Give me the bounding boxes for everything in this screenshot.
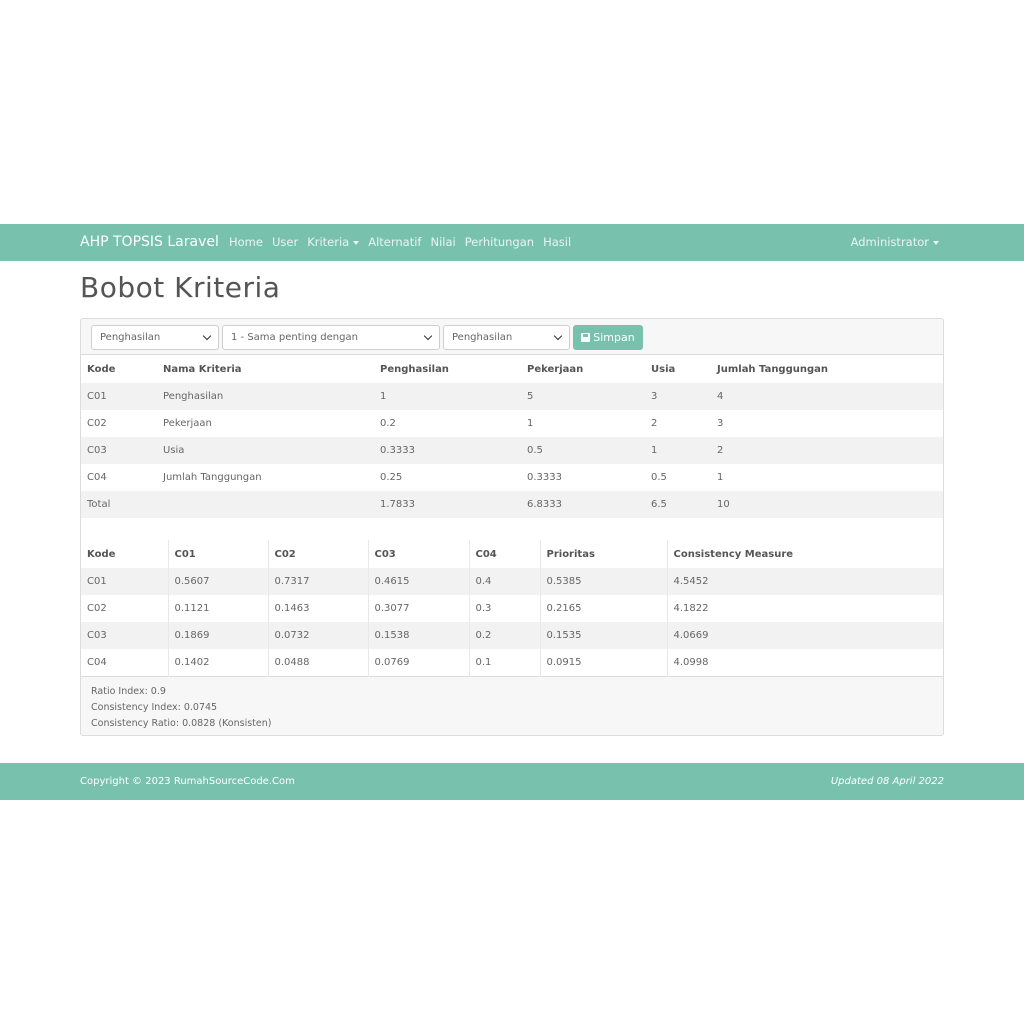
- nav-item-nilai[interactable]: Nilai: [430, 235, 456, 249]
- table-cell: 0.3333: [374, 437, 521, 464]
- table-cell: 10: [711, 491, 943, 518]
- table-cell: 0.2: [380, 418, 396, 429]
- table-cell: 1: [527, 418, 534, 429]
- table-cell: 0.5: [651, 472, 667, 483]
- column-header: C03: [368, 540, 469, 568]
- table-row: [81, 649, 943, 676]
- consistency-summary: [81, 677, 943, 736]
- nav-item-kriteria[interactable]: [307, 224, 359, 261]
- table-row: [81, 595, 943, 622]
- table-row: [81, 437, 943, 464]
- consistency-ratio: Consistency Ratio: 0.0828 (Konsisten): [91, 717, 272, 729]
- table-cell: 1: [374, 383, 521, 410]
- table-cell: Usia: [157, 437, 374, 464]
- copyright-text: Copyright © 2023 RumahSourceCode.Com: [80, 776, 295, 787]
- comparison-matrix-table: [81, 355, 943, 518]
- table-header-row: [81, 540, 943, 568]
- table-cell: 0.1538: [368, 622, 469, 649]
- ratio-index: Ratio Index: 0.9: [91, 685, 166, 697]
- table-cell: 0.4615: [368, 568, 469, 595]
- nav-item-alternatif[interactable]: Alternatif: [368, 235, 422, 249]
- table-row: [81, 622, 943, 649]
- table-cell: C01: [81, 383, 157, 410]
- consistency-index: Consistency Index: 0.0745: [91, 701, 218, 713]
- user-menu[interactable]: [851, 224, 939, 261]
- column-header: C01: [168, 540, 268, 568]
- criteria1-select-value: Penghasilan: [100, 332, 161, 343]
- table-cell: 2: [711, 437, 943, 464]
- table-cell: 1: [717, 472, 724, 483]
- table-cell: Pekerjaan: [163, 418, 212, 429]
- table-cell: C03: [81, 437, 157, 464]
- table-cell: 6.5: [645, 491, 711, 518]
- table-cell: 4: [711, 383, 943, 410]
- chevron-down-icon: [203, 332, 211, 340]
- comparison-select[interactable]: [222, 325, 440, 350]
- column-header: Consistency Measure: [673, 548, 794, 560]
- save-button[interactable]: [573, 325, 643, 350]
- nav-menu: [229, 224, 580, 261]
- table-cell: C02: [81, 595, 168, 622]
- table-cell: 0.2165: [540, 595, 667, 622]
- column-header: Usia: [651, 363, 676, 375]
- table-cell: 0.3333: [527, 472, 562, 483]
- column-header: Penghasilan: [380, 363, 449, 375]
- table-cell: 0.1402: [168, 649, 268, 676]
- nav-item-home[interactable]: Home: [229, 235, 263, 249]
- table-cell: 0.25: [380, 472, 403, 483]
- column-header: Pekerjaan: [527, 363, 584, 375]
- save-button-label: Simpan: [593, 331, 635, 344]
- table-row: [81, 383, 943, 410]
- chevron-down-icon: [554, 332, 562, 340]
- column-header: Prioritas: [540, 540, 667, 568]
- table-cell: 1: [645, 437, 711, 464]
- table-cell: Penghasilan: [157, 383, 374, 410]
- criteria2-select[interactable]: [443, 325, 570, 350]
- table-cell: C01: [81, 568, 168, 595]
- page-footer: [0, 763, 1024, 800]
- normalized-matrix-table: [81, 540, 943, 677]
- nav-item-hasil[interactable]: Hasil: [543, 235, 572, 249]
- table-cell: 0.0732: [268, 622, 368, 649]
- column-header: Jumlah Tanggungan: [717, 363, 829, 375]
- table-cell: 0.1463: [268, 595, 368, 622]
- table-cell: 3: [645, 383, 711, 410]
- table-cell: 0.7317: [268, 568, 368, 595]
- criteria2-select-value: Penghasilan: [452, 332, 513, 343]
- table-cell: 0.1121: [168, 595, 268, 622]
- page-title: Bobot Kriteria: [80, 271, 281, 304]
- navbar-brand[interactable]: AHP TOPSIS Laravel: [80, 234, 219, 250]
- table-cell: Jumlah Tanggungan: [163, 472, 262, 483]
- table-cell: 0.0769: [368, 649, 469, 676]
- table-cell: 0.1535: [540, 622, 667, 649]
- table-cell: C04: [81, 649, 168, 676]
- table-cell: 4.5452: [667, 568, 943, 595]
- table-cell: [157, 491, 374, 518]
- table-cell: 6.8333: [521, 491, 645, 518]
- table-cell: 0.5607: [168, 568, 268, 595]
- table-cell: C02: [87, 418, 107, 429]
- table-cell: 2: [651, 418, 658, 429]
- table-cell: 3: [717, 418, 724, 429]
- column-header: Nama Kriteria: [163, 363, 242, 375]
- table-cell: 1.7833: [374, 491, 521, 518]
- column-header: C04: [469, 540, 540, 568]
- table-cell: 4.1822: [673, 603, 709, 614]
- table-cell: 0.1869: [168, 622, 268, 649]
- column-header: Kode: [81, 540, 168, 568]
- table-cell: 0.5: [521, 437, 645, 464]
- table-cell: Total: [81, 491, 157, 518]
- caret-down-icon: [933, 241, 939, 245]
- criteria-weight-card: [80, 318, 944, 736]
- table-row: [81, 568, 943, 595]
- navbar: [0, 224, 1024, 261]
- user-menu-label: Administrator: [850, 235, 929, 249]
- save-icon: [581, 333, 590, 342]
- caret-down-icon: [353, 241, 359, 245]
- table-cell: 0.4: [469, 568, 540, 595]
- table-row: [81, 464, 943, 491]
- table-cell: 0.2: [469, 622, 540, 649]
- table-cell: 0.0915: [540, 649, 667, 676]
- table-cell: 4.0998: [673, 656, 709, 668]
- comparison-form: [81, 319, 943, 355]
- table-spacer: [81, 518, 943, 540]
- nav-item-perhitungan[interactable]: Perhitungan: [464, 235, 535, 249]
- updated-text: Updated 08 April 2022: [830, 776, 944, 787]
- chevron-down-icon: [424, 332, 432, 340]
- table-row: [81, 410, 943, 437]
- table-cell: 5: [521, 383, 645, 410]
- table-cell: C03: [81, 622, 168, 649]
- table-cell: 0.0488: [268, 649, 368, 676]
- table-cell: 0.1: [469, 649, 540, 676]
- table-cell: C04: [87, 472, 107, 483]
- criteria1-select[interactable]: [91, 325, 219, 350]
- table-cell: 4.0669: [667, 622, 943, 649]
- nav-item-kriteria-label: Kriteria: [307, 235, 350, 249]
- table-cell: 0.5385: [540, 568, 667, 595]
- column-header: Kode: [87, 363, 116, 375]
- comparison-select-value: 1 - Sama penting dengan: [231, 332, 358, 343]
- table-header-row: [81, 355, 943, 383]
- nav-item-user[interactable]: User: [271, 235, 299, 249]
- table-cell: 0.3: [469, 595, 540, 622]
- table-row-total: [81, 491, 943, 518]
- table-cell: 0.3077: [368, 595, 469, 622]
- column-header: C02: [268, 540, 368, 568]
